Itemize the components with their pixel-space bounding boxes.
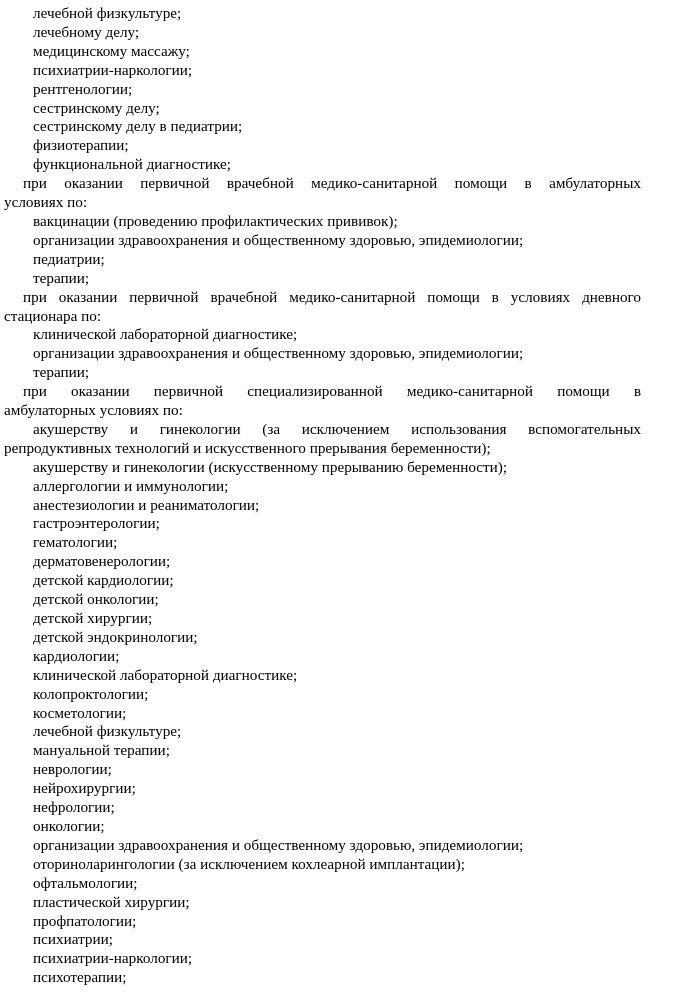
list-item: вакцинации (проведению профилактических прививок); [33, 212, 398, 230]
list-item: клинической лабораторной диагностике; [33, 326, 298, 344]
list-item: онкологии; [33, 817, 105, 835]
paragraph-line: при оказании первичной специализированной медико-санитарной помощи в [23, 383, 641, 401]
list-item: детской кардиологии; [33, 572, 174, 590]
paragraph-line: репродуктивных технологий и искусственного прерывания беременности); [4, 439, 491, 457]
list-item: педиатрии; [33, 250, 105, 268]
list-item: кардиологии; [33, 647, 120, 665]
list-item: терапии; [33, 269, 90, 287]
paragraph-line: стационара по: [4, 307, 102, 325]
list-item: аллергологии и иммунологии; [33, 477, 229, 495]
list-item: офтальмологии; [33, 874, 138, 892]
list-item: акушерству и гинекологии (искусственному прерыванию беременности); [33, 458, 508, 476]
list-item: нефрологии; [33, 799, 115, 817]
list-item: детской эндокринологии; [33, 628, 198, 646]
paragraph-line: при оказании первичной врачебной медико-санитарной помощи в амбулаторных [23, 175, 641, 193]
list-item: лечебному делу; [33, 23, 140, 41]
list-item: профпатологии; [33, 912, 137, 930]
paragraph-line: при оказании первичной врачебной медико-санитарной помощи в условиях дневного [23, 288, 641, 306]
document-text [4, 5, 641, 988]
list-item: психотерапии; [33, 969, 127, 987]
list-item: лечебной физкультуре; [33, 723, 182, 741]
list-item: пластической хирургии; [33, 893, 190, 911]
list-item: неврологии; [33, 761, 112, 779]
list-item: физиотерапии; [33, 137, 129, 155]
list-item: медицинскому массажу; [33, 42, 190, 60]
list-item: организации здравоохранения и общественному здоровью, эпидемиологии; [33, 231, 524, 249]
list-item: анестезиологии и реаниматологии; [33, 496, 260, 514]
list-item: организации здравоохранения и общественному здоровью, эпидемиологии; [33, 345, 524, 363]
list-item: клинической лабораторной диагностике; [33, 666, 298, 684]
list-item: гастроэнтерологии; [33, 515, 160, 533]
list-item: гематологии; [33, 534, 118, 552]
section-paragraph [4, 289, 641, 327]
list-item: косметологии; [33, 704, 127, 722]
list-item [4, 421, 641, 459]
list-item: детской онкологии; [33, 591, 159, 609]
list-item: организации здравоохранения и общественному здоровью, эпидемиологии; [33, 836, 524, 854]
list-item: детской хирургии; [33, 610, 153, 627]
paragraph-line: амбулаторных условиях по: [4, 402, 183, 420]
section-paragraph [4, 175, 641, 213]
paragraph-line: условиях по: [4, 194, 88, 212]
list-item: терапии; [33, 364, 90, 382]
section-paragraph [4, 383, 641, 421]
list-item: оториноларингологии (за исключением кохлеарной имплантации); [33, 855, 465, 873]
list-item: функциональной диагностике; [33, 156, 231, 174]
list-item: нейрохирургии; [33, 780, 136, 798]
list-item: рентгенологии; [33, 80, 133, 98]
list-item: сестринскому делу в педиатрии; [33, 118, 243, 136]
list-item: психиатрии; [33, 931, 113, 949]
list-item: мануальной терапии; [33, 742, 170, 760]
list-item: колопроктологии; [33, 685, 149, 703]
paragraph-line: акушерству и гинекологии (за исключением использования вспомогательных [33, 420, 641, 438]
list-item: лечебной физкультуре; [33, 5, 182, 22]
list-item: дерматовенерологии; [33, 553, 171, 571]
list-item: психиатрии-наркологии; [33, 950, 193, 968]
list-item: сестринскому делу; [33, 99, 160, 117]
list-item: психиатрии-наркологии; [33, 61, 193, 79]
